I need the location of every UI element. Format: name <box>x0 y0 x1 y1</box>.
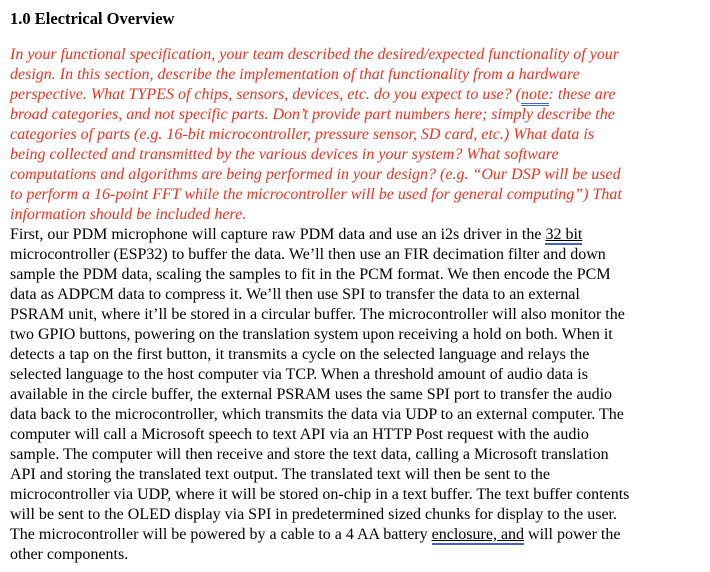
text-line <box>10 485 706 505</box>
grammar-check-underline: note <box>521 86 549 106</box>
text-line <box>10 325 706 345</box>
text-segment: categories of parts (e.g. 16-bit microcontroller, pressure sensor, SD card, etc.) What data is <box>10 126 595 143</box>
underline-with-grammar-check: 32 bit <box>545 226 583 243</box>
text-segment: : these are <box>548 86 616 103</box>
text-segment: API and storing the translated text output. The translated text will then be sent to the <box>10 466 551 483</box>
text-segment: design. In this section, describe the implementation of that functionality from a hardware <box>10 66 580 83</box>
text-line <box>10 105 706 125</box>
text-line <box>10 525 706 545</box>
text-line <box>10 245 706 265</box>
text-line <box>10 345 706 365</box>
text-line <box>10 205 706 225</box>
underline-with-grammar-check: enclosure, and <box>431 526 525 543</box>
text-segment: will be sent to the OLED display via SPI in predetermined sized chunks for display to the user. <box>10 506 617 523</box>
text-segment: will power the <box>524 526 621 543</box>
text-segment: First, our PDM microphone will capture raw PDM data and use an i2s driver in the <box>10 226 546 243</box>
text-segment: to perform a 16-point FFT while the microcontroller will be used for general computing”) That <box>10 186 622 203</box>
text-segment: computer will call a Microsoft speech to text API via an HTTP Post request with the audio <box>10 426 589 443</box>
text-line <box>10 465 706 485</box>
text-segment: broad categories, and not specific parts. Don’t provide part numbers here; simply describe the <box>10 106 615 123</box>
text-segment: PSRAM unit, where it’ll be stored in a circular buffer. The microcontroller will also monitor the <box>10 306 625 323</box>
text-segment: selected language to the host computer via TCP. When a threshold amount of audio data is <box>10 366 588 383</box>
text-line <box>10 265 706 285</box>
text-line <box>10 225 706 245</box>
text-line <box>10 425 706 445</box>
text-segment: microcontroller via UDP, where it will be stored on-chip in a text buffer. The text buffer contents <box>10 486 630 503</box>
text-line <box>10 385 706 405</box>
text-segment: detects a tap on the first button, it transmits a cycle on the selected language and relays the <box>10 346 590 363</box>
text-line <box>10 365 706 385</box>
text-line <box>10 445 706 465</box>
text-line <box>10 185 706 205</box>
text-segment: The microcontroller will be powered by a cable to a 4 AA battery <box>10 526 432 543</box>
text-line <box>10 145 706 165</box>
text-segment: sample. The computer will then receive and store the text data, calling a Microsoft translation <box>10 446 609 463</box>
text-line <box>10 165 706 185</box>
text-line <box>10 45 706 65</box>
section-heading: 1.0 Electrical Overview <box>10 9 175 28</box>
text-line <box>10 405 706 425</box>
text-segment: perspective. What TYPES of chips, sensors, devices, etc. do you expect to use? ( <box>10 86 521 103</box>
text-segment: sample the PDM data, scaling the samples to fit in the PCM format. We then encode the PCM <box>10 266 611 283</box>
text-line <box>10 305 706 325</box>
text-segment: In your functional specification, your team described the desired/expected functionality of your <box>10 46 620 63</box>
text-line <box>10 285 706 305</box>
text-line <box>10 85 706 105</box>
prompt-paragraph <box>10 45 706 225</box>
text-line <box>10 125 706 145</box>
text-segment: microcontroller (ESP32) to buffer the data. We’ll then use an FIR decimation filter and down <box>10 246 606 263</box>
text-segment: being collected and transmitted by the various devices in your system? What software <box>10 146 559 163</box>
text-segment: computations and algorithms are being performed in your design? (e.g. “Our DSP will be used <box>10 166 621 183</box>
text-segment: two GPIO buttons, powering on the translation system upon receiving a hold on both. When it <box>10 326 613 343</box>
text-line <box>10 545 706 565</box>
text-segment: data back to the microcontroller, which transmits the data via UDP to an external computer. The <box>10 406 624 423</box>
text-segment: information should be included here. <box>10 206 247 223</box>
text-line <box>10 65 706 85</box>
text-segment: available in the circle buffer, the external PSRAM uses the same SPI port to transfer the audio <box>10 386 613 403</box>
text-segment: data as ADPCM data to compress it. We’ll then use SPI to transfer the data to an external <box>10 286 580 303</box>
text-segment: other components. <box>10 546 129 563</box>
body-paragraph <box>10 225 706 565</box>
text-line <box>10 505 706 525</box>
